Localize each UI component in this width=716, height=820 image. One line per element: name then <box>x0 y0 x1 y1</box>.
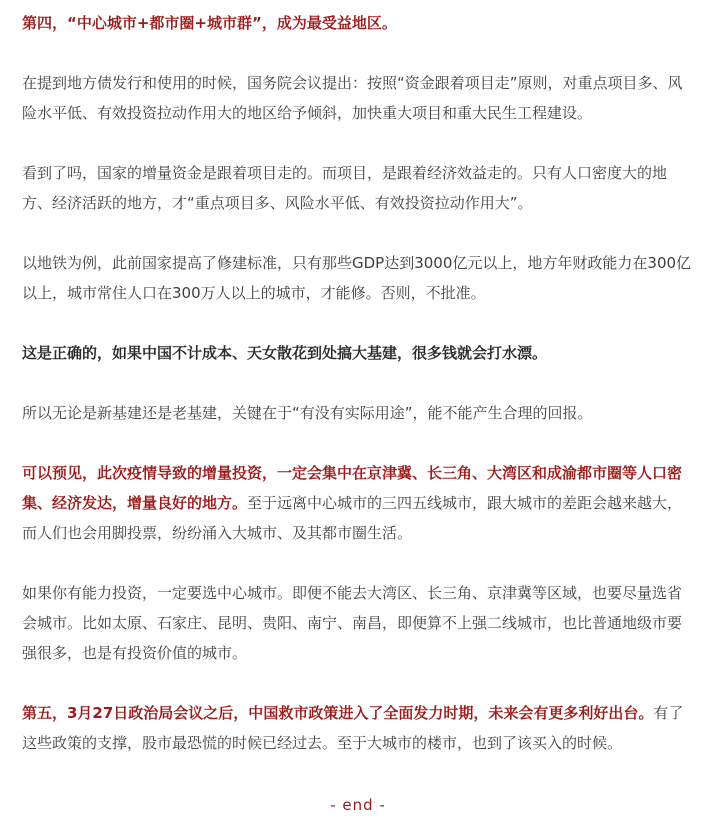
paragraph-subway-example: 以地铁为例，此前国家提高了修建标准，只有那些GDP达到3000亿元以上，地方年财政能力在300亿以上，城市常住人口在300万人以上的城市，才能修。否则，不批准。 <box>22 254 692 302</box>
paragraph-bold-statement: 这是正确的，如果中国不计成本、天女散花到处搞大基建，很多钱就会打水漂。 <box>22 344 548 362</box>
end-mark: - end - <box>330 796 386 814</box>
forecast-rest: 至于远离中心城市的三四五线城市，跟大城市的差距会越来越大，而人们也会用脚投票，纷纷涌入大城市、及其都市圈生活。 <box>22 494 683 542</box>
forecast-highlight: 可以预见，此次疫情导致的增量投资，一定会集中在京津冀、长三角、大湾区和成渝都市圈等人口密集、经济发达，增量良好的地方。 <box>22 464 683 512</box>
section-five-rest: 有了这些政策的支撑，股市最恐慌的时候已经过去。至于大城市的楼市，也到了该买入的时候。 <box>22 704 684 752</box>
article-body <box>22 8 694 788</box>
paragraph-local-bonds: 在提到地方债发行和使用的时候，国务院会议提出：按照“资金跟着项目走”原则，对重点项目多、风险水平低、有效投资拉动作用大的地区给予倾斜，加快重大项目和重大民生工程建设。 <box>22 74 683 122</box>
section-five-highlight: 第五，3月27日政治局会议之后，中国救市政策进入了全面发力时期，未来会有更多利好出台。 <box>22 704 654 722</box>
section-heading-four: 第四，“中心城市+都市圈+城市群”，成为最受益地区。 <box>22 14 397 32</box>
paragraph-practical-use: 所以无论是新基建还是老基建，关键在于“有没有实际用途”，能不能产生合理的回报。 <box>22 404 593 422</box>
paragraph-investment-forecast <box>22 458 694 548</box>
paragraph-section-five <box>22 698 694 758</box>
paragraph-investment-advice: 如果你有能力投资，一定要选中心城市。即便不能去大湾区、长三角、京津冀等区域，也要尽量选省会城市。比如太原、石家庄、昆明、贵阳、南宁、南昌，即便算不上强二线城市，也比普通地级市要强很多，也是有投资价值的城市。 <box>22 584 683 662</box>
paragraph-funding-follows-projects: 看到了吗，国家的增量资金是跟着项目走的。而项目，是跟着经济效益走的。只有人口密度大的地方、经济活跃的地方，才“重点项目多、风险水平低、有效投资拉动作用大”。 <box>22 164 668 212</box>
